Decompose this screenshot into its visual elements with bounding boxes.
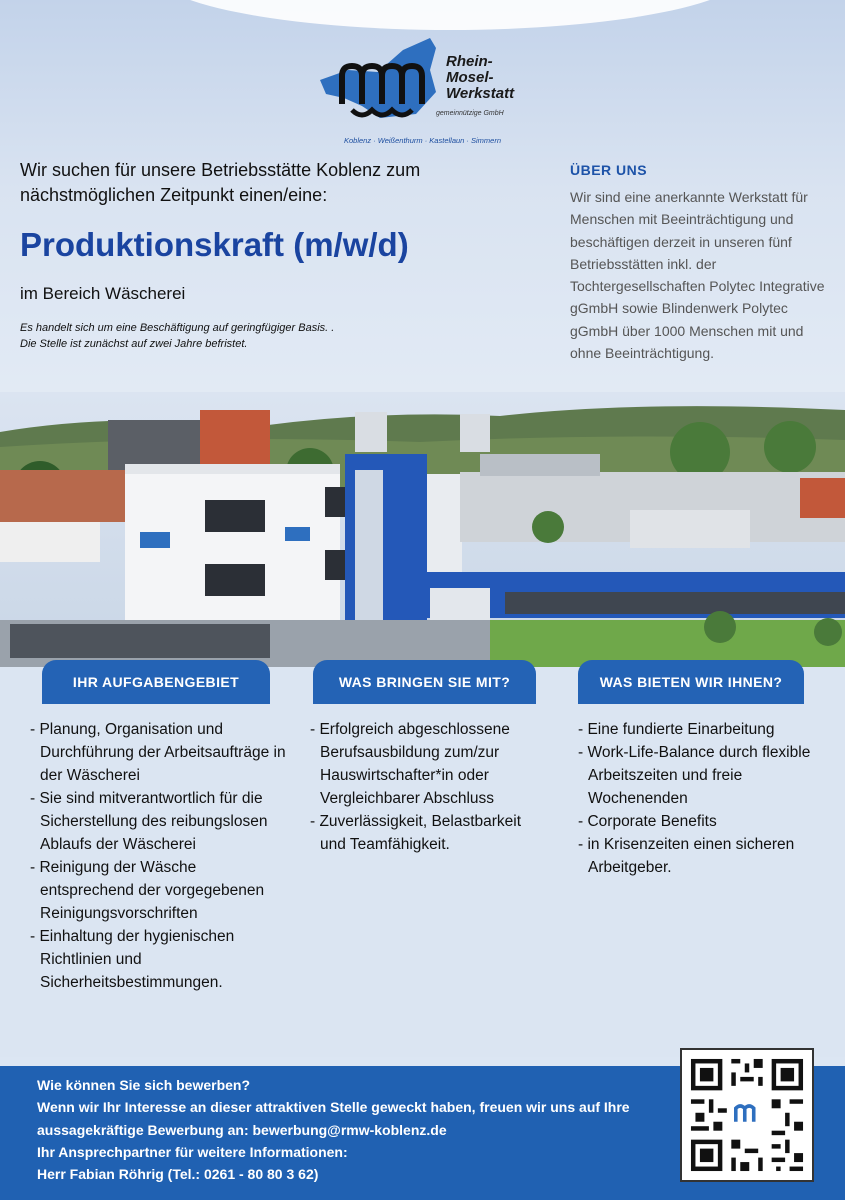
requirements-list <box>310 718 550 856</box>
about-text: Wir sind eine anerkannte Werkstatt für Menschen mit Beeinträchtigung und beschäftigen derzeit in unseren fünf Betriebsstätten inkl. der Tochtergesellschaften Polytec Integrative gGmbH sowie Blindenwerk Polytec gGmbH über 1000 Menschen mit und ohne Beeinträchtigung. <box>570 189 825 362</box>
list-item: - Reinigung der Wäsche entsprechend der vorgegebenen Reinigungsvorschriften <box>30 856 290 925</box>
logo-locations: Koblenz · Weißenthurm · Kastellaun · Simmern <box>344 136 502 145</box>
list-item: - Planung, Organisation und Durchführung der Arbeitsaufträge in der Wäscherei <box>30 718 290 787</box>
list-item: - Work-Life-Balance durch flexible Arbeitszeiten und freie Wochenenden <box>578 741 818 810</box>
job-area: im Bereich Wäscherei <box>20 284 186 303</box>
application-info <box>37 1074 677 1185</box>
section-heading-benefits: WAS BIETEN WIR IHNEN? <box>578 660 804 704</box>
about-heading: ÜBER UNS <box>570 162 648 178</box>
section-heading-requirements: WAS BRINGEN SIE MIT? <box>313 660 536 704</box>
list-item: - Erfolgreich abgeschlossene Berufsausbildung zum/zur Hauswirtschafter*in oder Vergleichbarer Abschluss <box>310 718 550 810</box>
benefits-list <box>578 718 818 879</box>
employment-line: Es handelt sich um eine Beschäftigung auf geringfügiger Basis. . <box>20 322 335 334</box>
rmw-logo-icon <box>318 36 443 136</box>
logo-title: Rhein- Mosel- Werkstatt <box>446 53 515 102</box>
list-item: - Eine fundierte Einarbeitung <box>578 718 818 741</box>
company-logo <box>318 36 548 148</box>
tasks-list <box>30 718 290 994</box>
employment-line: Die Stelle ist zunächst auf zwei Jahre befristet. <box>20 338 248 350</box>
qr-code-icon[interactable] <box>680 1048 814 1182</box>
footer-line: Wenn wir Ihr Interesse an dieser attraktiven Stelle geweckt haben, freuen wir uns auf Ihre aussagekräftige Bewerbung an: bewerbung@rmw-koblenz.de <box>37 1099 630 1138</box>
footer-line: Wie können Sie sich bewerben? <box>37 1077 251 1093</box>
decorative-swoosh <box>150 0 750 30</box>
footer-line: Ihr Ansprechpartner für weitere Informationen: <box>37 1143 348 1160</box>
list-item: - Corporate Benefits <box>578 810 818 833</box>
list-item: - Einhaltung der hygienischen Richtlinien und Sicherheitsbestimmungen. <box>30 925 290 994</box>
list-item: - Zuverlässigkeit, Belastbarkeit und Teamfähigkeit. <box>310 810 550 856</box>
footer-line: Herr Fabian Röhrig (Tel.: 0261 - 80 80 3 62) <box>37 1166 319 1183</box>
building-photo <box>0 392 845 667</box>
list-item: - Sie sind mitverantwortlich für die Sicherstellung des reibungslosen Ablaufs der Wäscherei <box>30 787 290 856</box>
logo-subtitle: gemeinnützige GmbH <box>436 110 504 117</box>
job-title: Produktionskraft (m/w/d) <box>20 226 409 263</box>
section-heading-tasks: IHR AUFGABENGEBIET <box>42 660 270 704</box>
list-item: - in Krisenzeiten einen sicheren Arbeitgeber. <box>578 833 818 879</box>
intro-text: Wir suchen für unsere Betriebsstätte Koblenz zum nächstmöglichen Zeitpunkt einen/eine: <box>20 160 421 205</box>
employment-note <box>20 320 480 352</box>
